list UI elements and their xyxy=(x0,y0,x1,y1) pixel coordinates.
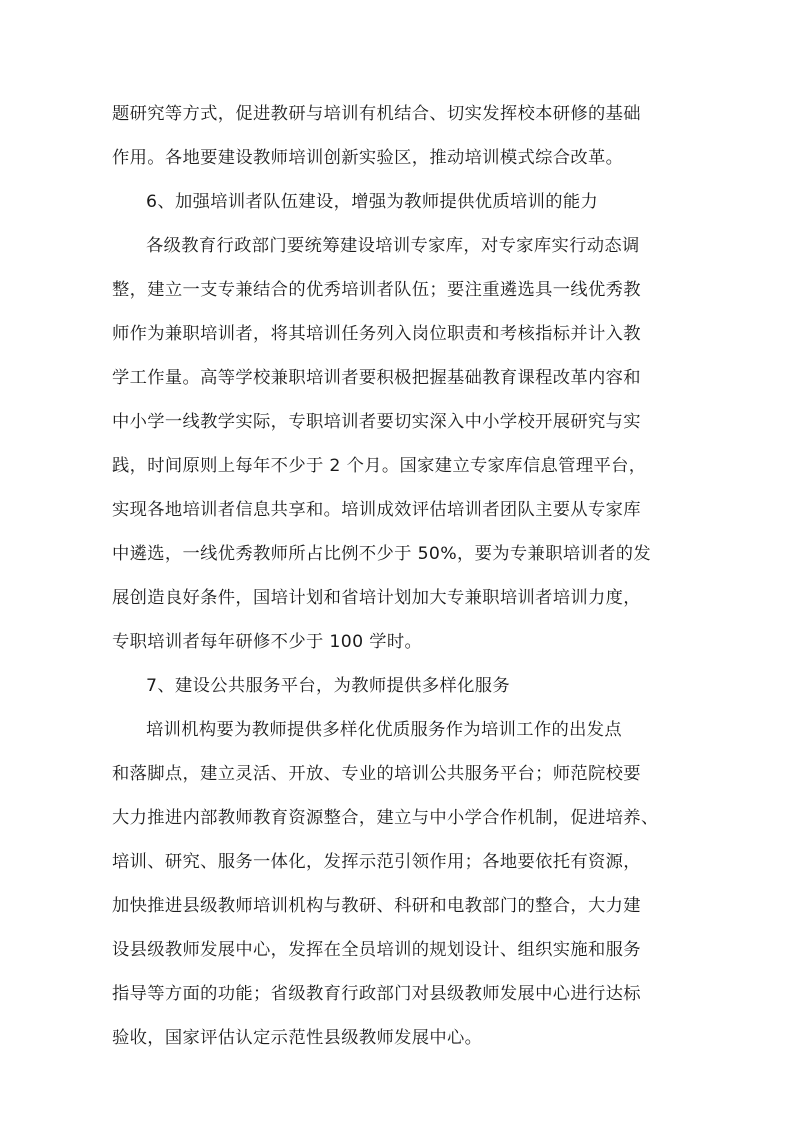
body-text-line: 专职培训者每年研修不少于 100 学时。 xyxy=(112,632,423,652)
body-text-line: 践，时间原则上每年不少于 2 个月。国家建立专家库信息管理平台， xyxy=(112,456,647,476)
body-text-line: 师作为兼职培训者，将其培训任务列入岗位职责和考核指标并计入教 xyxy=(112,324,641,344)
body-text-line: 中遴选，一线优秀教师所占比例不少于 50%，要为专兼职培训者的发 xyxy=(112,544,651,564)
body-text-line: 加快推进县级教师培训机构与教研、科研和电教部门的整合，大力建 xyxy=(112,896,641,916)
body-text-line: 大力推进内部教师教育资源整合，建立与中小学合作机制，促进培养、 xyxy=(112,808,659,828)
body-text-line: 展创造良好条件，国培计划和省培计划加大专兼职培训者培训力度， xyxy=(112,588,641,608)
body-text-line: 整，建立一支专兼结合的优秀培训者队伍；要注重遴选具一线优秀教 xyxy=(112,280,641,300)
body-text-line: 和落脚点，建立灵活、开放、专业的培训公共服务平台；师范院校要 xyxy=(112,764,641,784)
body-text-line: 设县级教师发展中心，发挥在全员培训的规划设计、组织实施和服务 xyxy=(112,940,641,960)
body-text-line: 培训、研究、服务一体化，发挥示范引领作用；各地要依托有资源， xyxy=(112,852,641,872)
paragraph-first-line: 各级教育行政部门要统筹建设培训专家库，对专家库实行动态调 xyxy=(146,236,640,256)
body-text-line: 验收，国家评估认定示范性县级教师发展中心。 xyxy=(112,1028,483,1048)
body-text-line: 指导等方面的功能；省级教育行政部门对县级教师发展中心进行达标 xyxy=(112,984,641,1004)
body-text-line: 题研究等方式，促进教研与培训有机结合、切实发挥校本研修的基础 xyxy=(112,104,641,124)
paragraph-first-line: 培训机构要为教师提供多样化优质服务作为培训工作的出发点 xyxy=(146,720,623,740)
body-text-line: 学工作量。高等学校兼职培训者要积极把握基础教育课程改革内容和 xyxy=(112,368,641,388)
body-text-line: 中小学一线教学实际，专职培训者要切实深入中小学校开展研究与实 xyxy=(112,412,641,432)
body-text-line: 作用。各地要建设教师培训创新实验区，推动培训模式综合改革。 xyxy=(112,148,624,168)
section-heading-7: 7、建设公共服务平台，为教师提供多样化服务 xyxy=(146,676,510,696)
body-text-line: 实现各地培训者信息共享和。培训成效评估培训者团队主要从专家库 xyxy=(112,500,641,520)
section-heading-6: 6、加强培训者队伍建设，增强为教师提供优质培训的能力 xyxy=(146,192,599,212)
